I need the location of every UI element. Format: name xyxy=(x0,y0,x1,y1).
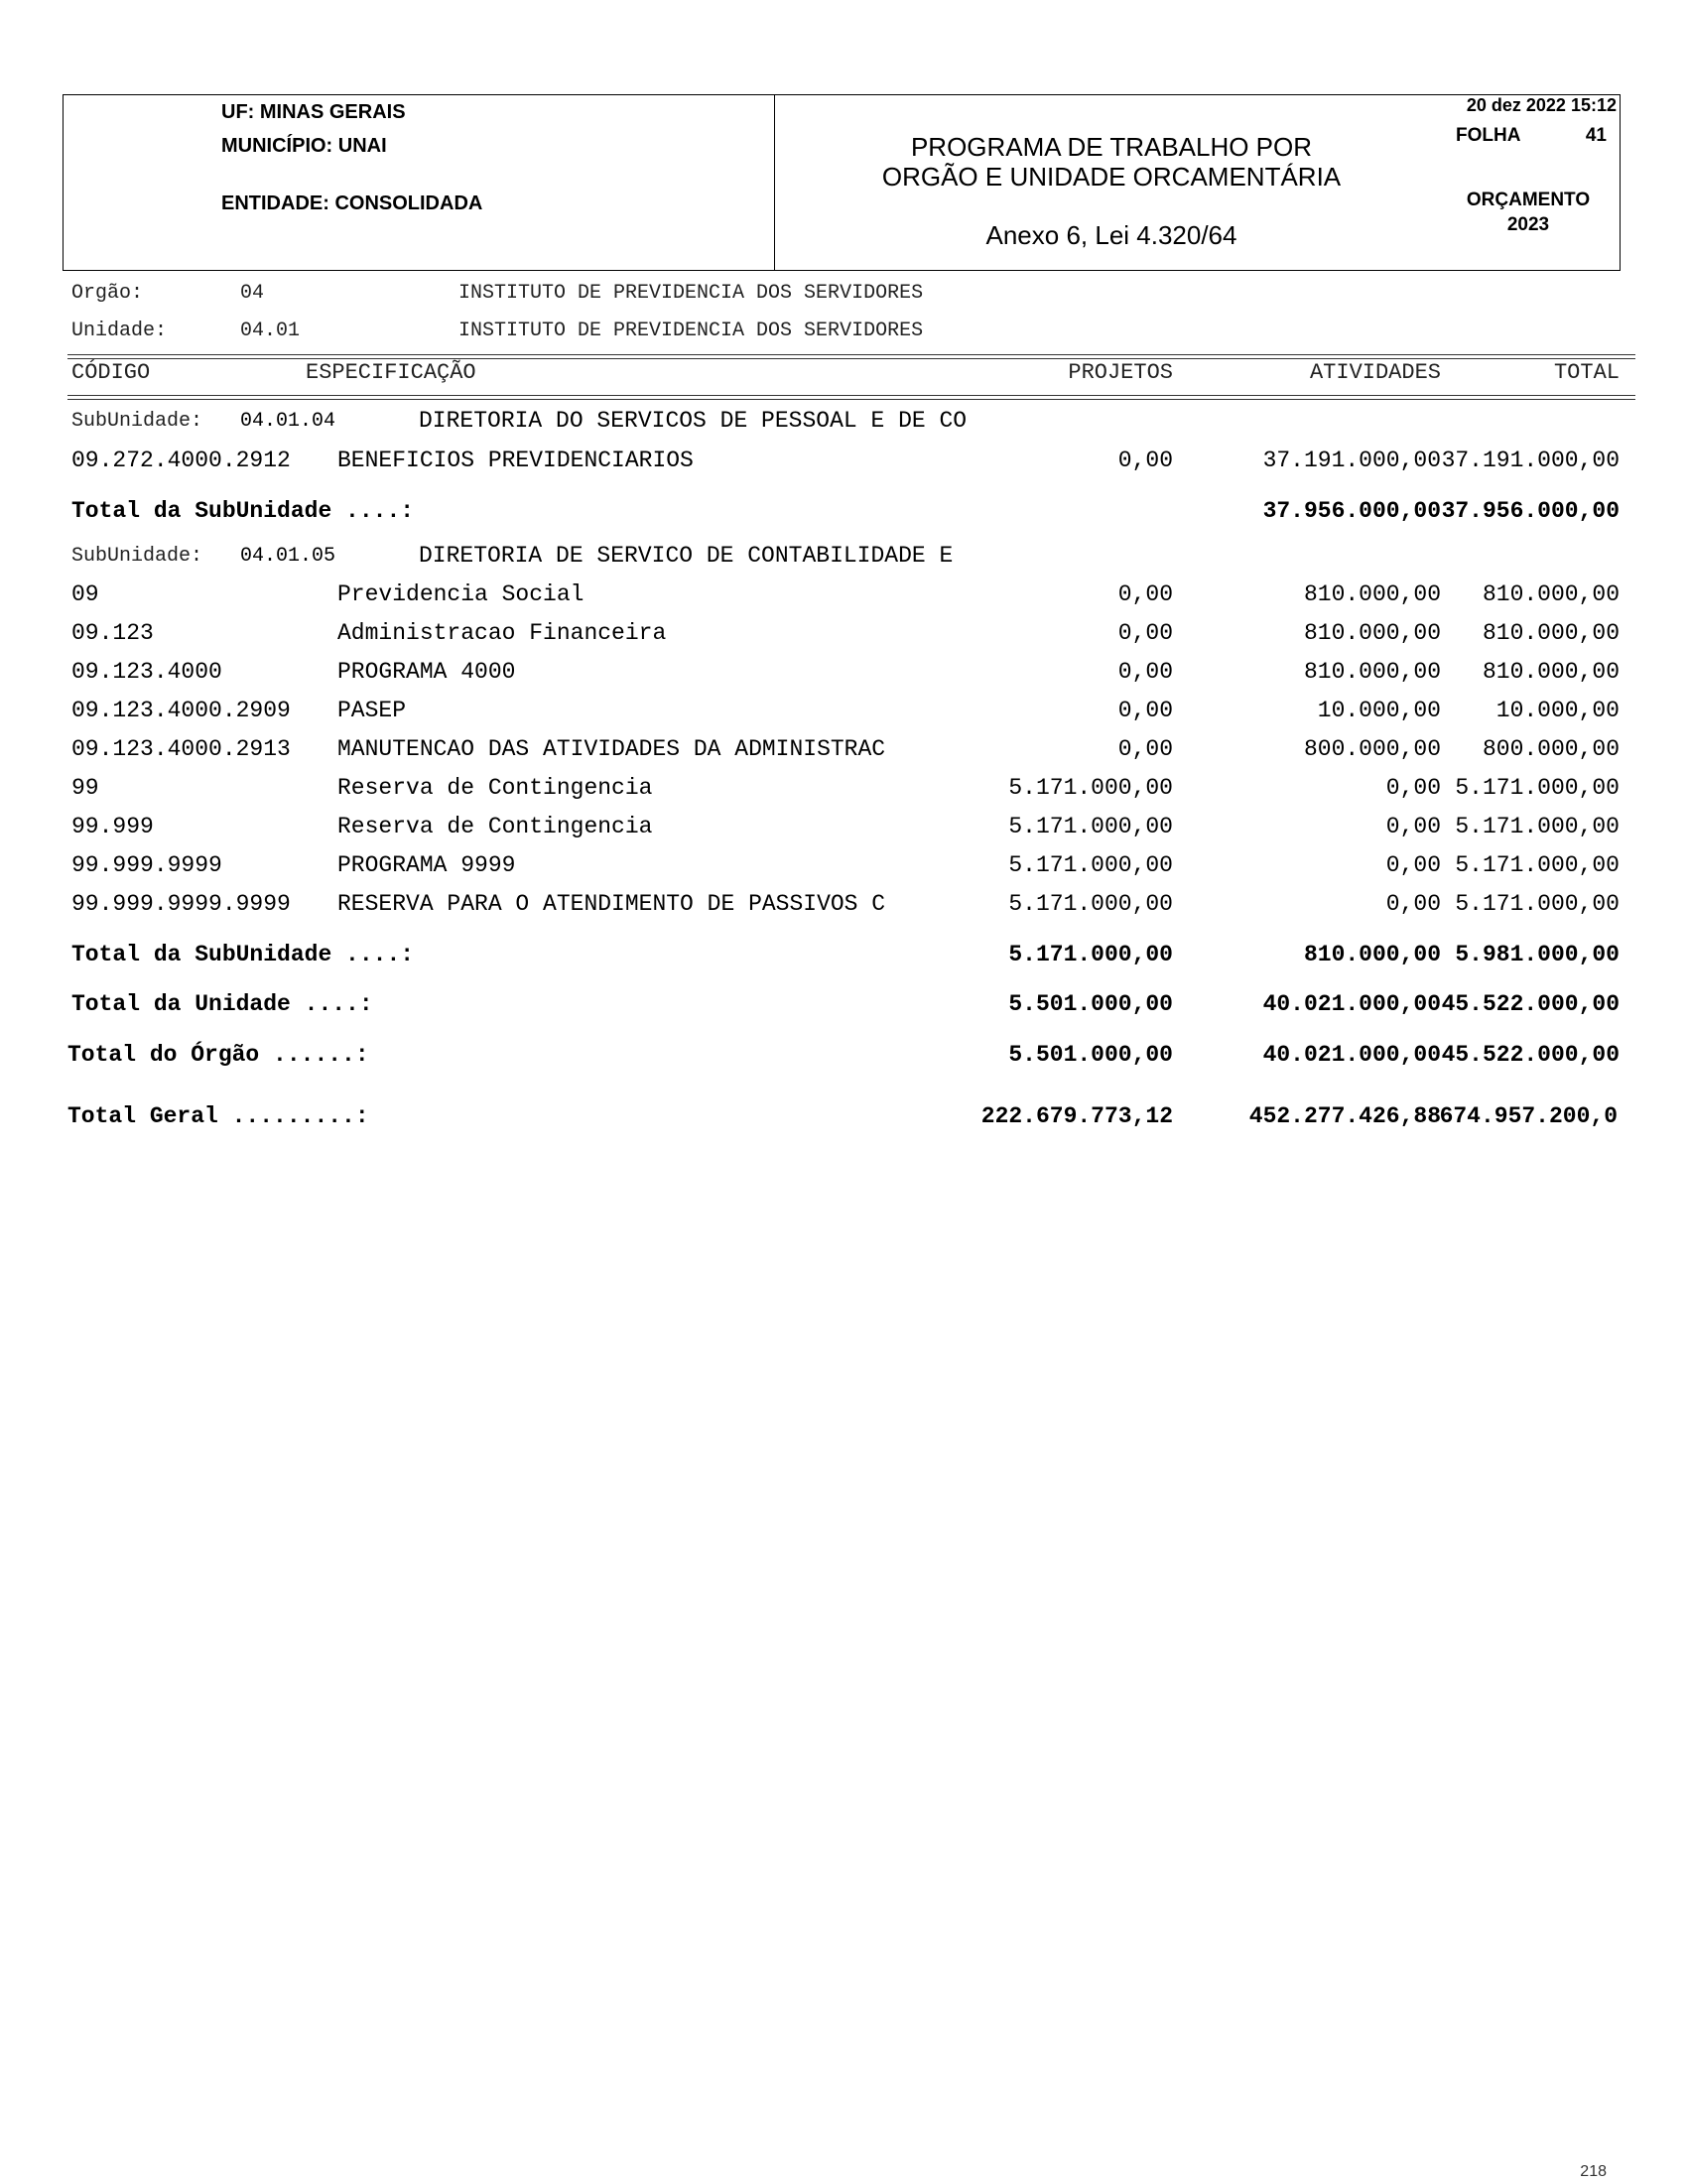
row-atividades: 0,00 xyxy=(1385,814,1441,839)
table-row xyxy=(67,620,1635,656)
geral-total-row xyxy=(67,1103,1635,1139)
total-label: Total do Órgão ......: xyxy=(67,1042,369,1068)
total-total: 45.522.000,00 xyxy=(1441,1042,1620,1068)
table-row xyxy=(67,852,1635,888)
total-atividades: 810.000,00 xyxy=(1303,942,1441,967)
row-codigo: 09.123.4000.2913 xyxy=(71,736,291,762)
page-number: 218 xyxy=(1580,2163,1607,2180)
row-codigo: 09.123.4000.2909 xyxy=(71,698,291,723)
subunidade-heading xyxy=(67,543,1635,578)
row-codigo: 99.999.9999 xyxy=(71,852,222,878)
subunidade-name: DIRETORIA DE SERVICO DE CONTABILIDADE E xyxy=(419,543,954,569)
total-total: 674.957.200,0 xyxy=(1439,1103,1618,1129)
row-total: 37.191.000,00 xyxy=(1441,448,1620,473)
column-header-row xyxy=(67,360,1635,396)
row-projetos: 0,00 xyxy=(1117,448,1173,473)
col-codigo: CÓDIGO xyxy=(71,360,151,385)
row-atividades: 810.000,00 xyxy=(1303,581,1441,607)
folha-label: FOLHA xyxy=(1456,125,1521,146)
row-especificacao: BENEFICIOS PREVIDENCIARIOS xyxy=(337,448,694,473)
table-row xyxy=(67,448,1635,483)
row-especificacao: Reserva de Contingencia xyxy=(337,814,653,839)
col-atividades: ATIVIDADES xyxy=(1309,360,1441,385)
total-label: Total da SubUnidade ....: xyxy=(71,498,415,524)
orgao-code: 04 xyxy=(240,282,265,305)
table-row xyxy=(67,581,1635,617)
table-row xyxy=(67,775,1635,811)
unidade-name: INSTITUTO DE PREVIDENCIA DOS SERVIDORES xyxy=(458,320,924,342)
municipio-label: MUNICÍPIO: UNAI xyxy=(221,135,387,157)
orgao-label: Orgão: xyxy=(71,282,144,305)
uf-label: UF: MINAS GERAIS xyxy=(221,101,406,123)
total-atividades: 40.021.000,00 xyxy=(1262,991,1441,1017)
row-atividades: 810.000,00 xyxy=(1303,620,1441,646)
row-total: 810.000,00 xyxy=(1482,620,1620,646)
row-atividades: 0,00 xyxy=(1385,891,1441,917)
row-total: 800.000,00 xyxy=(1482,736,1620,762)
row-total: 810.000,00 xyxy=(1482,581,1620,607)
col-total: TOTAL xyxy=(1553,360,1620,385)
table-row xyxy=(67,659,1635,695)
total-label: Total da Unidade ....: xyxy=(71,991,373,1017)
row-especificacao: MANUTENCAO DAS ATIVIDADES DA ADMINISTRAC xyxy=(337,736,886,762)
row-projetos: 5.171.000,00 xyxy=(1008,814,1173,839)
report-title-line1: PROGRAMA DE TRABALHO POR xyxy=(910,132,1313,162)
row-total: 5.171.000,00 xyxy=(1455,891,1620,917)
row-projetos: 5.171.000,00 xyxy=(1008,775,1173,801)
total-projetos: 5.171.000,00 xyxy=(1008,942,1173,967)
subunidade-code: 04.01.05 xyxy=(240,545,336,568)
law-reference: Anexo 6, Lei 4.320/64 xyxy=(985,220,1237,250)
column-header-bottom-rule xyxy=(67,395,1635,400)
row-total: 10.000,00 xyxy=(1495,698,1620,723)
subunidade-label: SubUnidade: xyxy=(71,410,203,433)
folha-number: 41 xyxy=(1585,125,1607,146)
total-atividades: 452.277.426,88 xyxy=(1248,1103,1441,1129)
total-total: 45.522.000,00 xyxy=(1441,991,1620,1017)
subunidade-name: DIRETORIA DO SERVICOS DE PESSOAL E DE CO xyxy=(419,408,968,434)
row-especificacao: Administracao Financeira xyxy=(337,620,667,646)
table-row xyxy=(67,698,1635,733)
orcamento-year: 2023 xyxy=(1506,214,1550,235)
row-especificacao: PROGRAMA 4000 xyxy=(337,659,516,685)
row-projetos: 0,00 xyxy=(1117,659,1173,685)
row-codigo: 09.272.4000.2912 xyxy=(71,448,291,473)
total-label: Total da SubUnidade ....: xyxy=(71,942,415,967)
total-total: 5.981.000,00 xyxy=(1455,942,1620,967)
subunidade-total-row xyxy=(67,942,1635,977)
total-atividades: 37.956.000,00 xyxy=(1262,498,1441,524)
total-atividades: 40.021.000,00 xyxy=(1262,1042,1441,1068)
total-label: Total Geral .........: xyxy=(67,1103,369,1129)
unidade-code: 04.01 xyxy=(240,320,301,342)
report-datetime: 20 dez 2022 15:12 xyxy=(1466,95,1617,115)
row-especificacao: Reserva de Contingencia xyxy=(337,775,653,801)
row-especificacao: PROGRAMA 9999 xyxy=(337,852,516,878)
row-codigo: 99.999.9999.9999 xyxy=(71,891,291,917)
row-especificacao: RESERVA PARA O ATENDIMENTO DE PASSIVOS C xyxy=(337,891,886,917)
row-atividades: 0,00 xyxy=(1385,852,1441,878)
total-projetos: 5.501.000,00 xyxy=(1008,1042,1173,1068)
unidade-label: Unidade: xyxy=(71,320,168,342)
entidade-label: ENTIDADE: CONSOLIDADA xyxy=(221,193,483,214)
row-total: 5.171.000,00 xyxy=(1455,814,1620,839)
report-title-line2: ORGÃO E UNIDADE ORCAMENTÁRIA xyxy=(881,162,1342,192)
row-projetos: 0,00 xyxy=(1117,698,1173,723)
row-total: 810.000,00 xyxy=(1482,659,1620,685)
row-total: 5.171.000,00 xyxy=(1455,852,1620,878)
subunidade-total-row xyxy=(67,498,1635,534)
col-especificacao: ESPECIFICAÇÃO xyxy=(306,360,476,385)
table-row xyxy=(67,736,1635,772)
row-projetos: 0,00 xyxy=(1117,620,1173,646)
col-projetos: PROJETOS xyxy=(1068,360,1173,385)
table-row xyxy=(67,891,1635,927)
subunidade-code: 04.01.04 xyxy=(240,410,336,433)
column-header-top-rule xyxy=(67,354,1635,359)
subunidade-heading xyxy=(67,408,1635,444)
total-projetos: 222.679.773,12 xyxy=(980,1103,1173,1129)
row-codigo: 09.123.4000 xyxy=(71,659,222,685)
orgao-name: INSTITUTO DE PREVIDENCIA DOS SERVIDORES xyxy=(458,282,924,305)
row-atividades: 0,00 xyxy=(1385,775,1441,801)
row-atividades: 37.191.000,00 xyxy=(1262,448,1441,473)
row-atividades: 810.000,00 xyxy=(1303,659,1441,685)
row-projetos: 0,00 xyxy=(1117,736,1173,762)
unidade-total-row xyxy=(67,991,1635,1027)
orgao-total-row xyxy=(67,1042,1635,1078)
subunidade-label: SubUnidade: xyxy=(71,545,203,568)
row-atividades: 10.000,00 xyxy=(1317,698,1441,723)
row-total: 5.171.000,00 xyxy=(1455,775,1620,801)
row-codigo: 09 xyxy=(71,581,99,607)
row-projetos: 0,00 xyxy=(1117,581,1173,607)
row-atividades: 800.000,00 xyxy=(1303,736,1441,762)
orcamento-label: ORÇAMENTO xyxy=(1466,190,1591,210)
row-projetos: 5.171.000,00 xyxy=(1008,891,1173,917)
row-especificacao: PASEP xyxy=(337,698,407,723)
row-codigo: 99.999 xyxy=(71,814,154,839)
row-projetos: 5.171.000,00 xyxy=(1008,852,1173,878)
total-total: 37.956.000,00 xyxy=(1441,498,1620,524)
table-row xyxy=(67,814,1635,849)
row-codigo: 09.123 xyxy=(71,620,154,646)
total-projetos: 5.501.000,00 xyxy=(1008,991,1173,1017)
row-especificacao: Previdencia Social xyxy=(337,581,584,607)
row-codigo: 99 xyxy=(71,775,99,801)
